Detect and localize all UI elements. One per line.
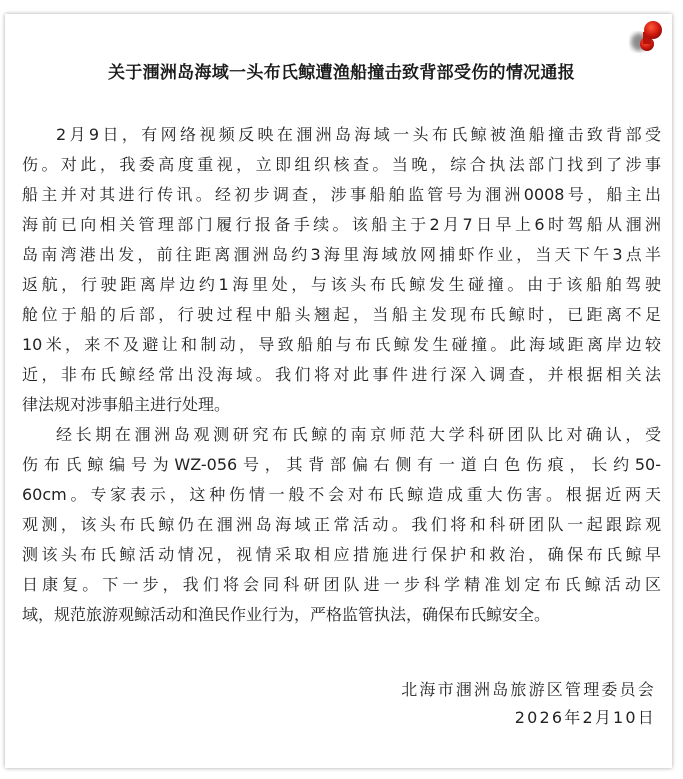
paragraph <box>22 420 661 630</box>
paragraph-line: 海前已向相关管理部门履行报备手续。该船主于2月7日早上6时驾船从涠洲 <box>22 215 661 234</box>
paragraph-line: 舱位于船的后部，行驶过程中船头翘起，当船主发现布氏鲸时，已距离不足 <box>22 305 661 324</box>
paragraph <box>22 120 661 420</box>
paragraph-line: 律法规对涉事船主进行处理。 <box>22 395 231 414</box>
paragraph-line: 2月9日，有网络视频反映在涠洲岛海域一头布氏鲸被渔船撞击致背部受 <box>56 125 661 144</box>
paragraph-line: 10米，来不及避让和制动，导致船舶与布氏鲸发生碰撞。此海域距离岸边较 <box>22 335 661 354</box>
issuer-name: 北海市涠洲岛旅游区管理委员会 <box>401 680 656 699</box>
paragraph-line: 观测，该头布氏鲸仍在涠洲岛海域正常活动。我们将和科研团队一起跟踪观 <box>22 515 661 534</box>
notice-title: 关于涠洲岛海域一头布氏鲸遭渔船撞击致背部受伤的情况通报 <box>107 63 576 83</box>
paragraph-line: 日康复。下一步，我们将会同科研团队进一步科学精准划定布氏鲸活动区 <box>22 575 661 594</box>
paragraph-line: 伤。对此，我委高度重视，立即组织核查。当晚，综合执法部门找到了涉事 <box>22 155 661 174</box>
paragraph-line: 测该头布氏鲸活动情况，视情采取相应措施进行保护和救治，确保布氏鲸早 <box>22 545 661 564</box>
paragraph-line: 伤布氏鲸编号为WZ-056号，其背部偏右侧有一道白色伤痕，长约50- <box>22 455 661 474</box>
paragraph-line: 船主并对其进行传讯。经初步调查，涉事船舶监管号为涠洲0008号，船主出 <box>22 185 661 204</box>
issue-date: 2026年2月10日 <box>514 708 656 727</box>
paragraph-line: 返航，行驶距离岸边约1海里处，与该头布氏鲸发生碰撞。由于该船舶驾驶 <box>22 275 661 294</box>
paragraph-line: 岛南湾港出发，前往距离涠洲岛约3海里海域放网捕虾作业，当天下午3点半 <box>22 245 661 264</box>
paragraph-line: 60cm。专家表示，这种伤情一般不会对布氏鲸造成重大伤害。根据近两天 <box>22 485 661 504</box>
paragraph-line: 近，非布氏鲸经常出没海域。我们将对此事件进行深入调查，并根据相关法 <box>22 365 661 384</box>
paragraph-line: 域，规范旅游观鲸活动和渔民作业行为，严格监管执法，确保布氏鲸安全。 <box>22 605 551 624</box>
paragraph-line: 经长期在涠洲岛观测研究布氏鲸的南京师范大学科研团队比对确认，受 <box>56 425 661 444</box>
push-pin-icon <box>627 18 667 58</box>
signature-block <box>401 676 656 732</box>
notice-body <box>22 120 661 630</box>
